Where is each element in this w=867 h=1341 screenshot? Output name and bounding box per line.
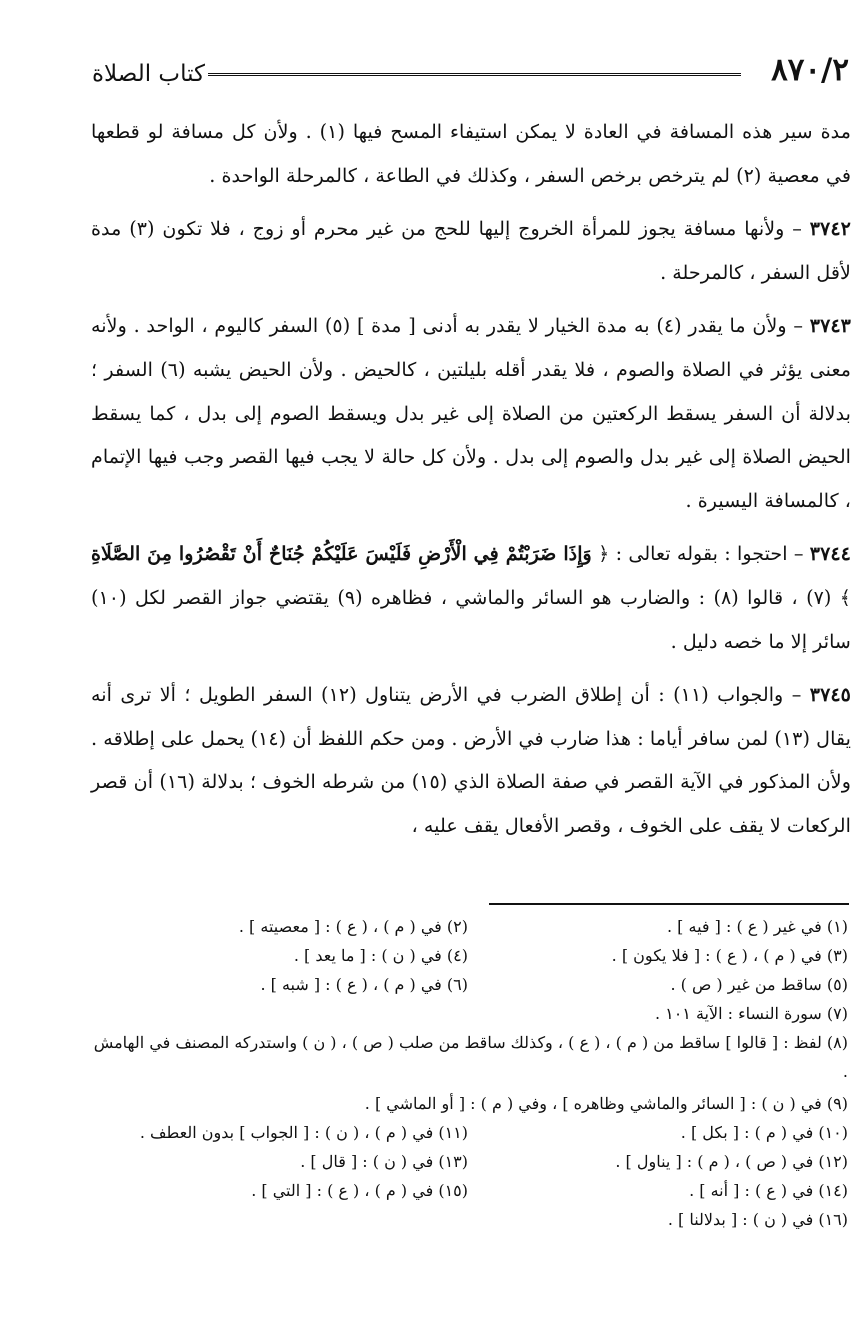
- footnote-15: (١٥) في ( م ) ، ( ع ) : [ التي ] .: [251, 1181, 468, 1200]
- paragraph-text: – ولأنها مسافة يجوز للمرأة الخروج إليها للحج من غير محرم أو زوج ، فلا تكون (٣) مدة لأقل السفر ، كالمرحلة .: [91, 217, 851, 284]
- paragraph-text: – والجواب (١١) : أن إطلاق الضرب في الأرض يتناول (١٢) السفر الطويل ؛ ألا ترى أنه يقال (١٣) لمن سافر أياما : هذا ضارب في الأرض . ومن حكم اللفظ أن (١٤) يحمل على إطلاقه . ولأن المذكور في الآية القصر في صفة الصلاة الذي (١٥) من شرطه الخوف ؛ بدلالة (١٦) أن قصر الركعات لا يقف على الخوف ، وقصر الأفعال يقف عليه ،: [91, 683, 852, 837]
- footnote-14: (١٤) في ( ع ) : [ أنه ] .: [689, 1181, 848, 1200]
- footnote-row: [88, 999, 848, 1028]
- footnote-6: (٦) في ( م ) ، ( ع ) : [ شبه ] .: [260, 975, 468, 994]
- footnote-row: [88, 941, 848, 970]
- footnote-13: (١٣) في ( ن ) : [ قال ] .: [300, 1152, 468, 1171]
- footnote-row: [88, 1205, 848, 1234]
- footnote-16: (١٦) في ( ن ) : [ بدلالنا ] .: [667, 1210, 848, 1229]
- page-number: ٨٧٠/٢: [771, 52, 849, 88]
- footnote-11: (١١) في ( م ) ، ( ن ) : [ الجواب ] بدون العطف .: [139, 1123, 468, 1142]
- footnote-row: [88, 912, 848, 941]
- paragraph-text-after: ﴾ (٧) ، قالوا (٨) : والضارب هو السائر والماشي ، فظاهره (٩) يقتضي جواز القصر لكل (١٠) سائر إلا ما خصه دليل .: [91, 585, 852, 653]
- paragraph-text: – ولأن ما يقدر (٤) به مدة الخيار لا يقدر به أدنى [ مدة ] (٥) السفر كاليوم ، الواحد . ولأنه معنى يؤثر في الصلاة والصوم ، فلا يقدر أقله بليلتين ، كالحيض . ولأن الحيض يشبه (٦) السفر ؛ بدلالة أن السفر يسقط الركعتين من الصلاة إلى غير بدل ويسقط الصوم إلى بدل ، كما يسقط الحيض الصلاة إلى غير بدل والصوم إلى بدل . ولأن كل حالة لا يجب فيها القصر وجب فيها الإتمام ، كالمسافة اليسيرة .: [91, 314, 851, 512]
- footnote-row: [88, 1028, 848, 1086]
- book-title: كتاب الصلاة: [92, 61, 205, 87]
- footnote-8: (٨) لفظ : [ قالوا ] ساقط من ( م ) ، ( ع ) ، وكذلك ساقط من صلب ( ص ) ، ( ن ) واستدركه المصنف في الهامش .: [93, 1033, 848, 1081]
- footnote-1: (١) في غير ( ع ) : [ فيه ] .: [667, 917, 848, 936]
- paragraph-number: ٣٧٤٢: [809, 217, 851, 241]
- footnote-row: [88, 1089, 848, 1118]
- footnote-row: [88, 1118, 848, 1147]
- paragraph-text: مدة سير هذه المسافة في العادة لا يمكن استيفاء المسح فيها (١) . ولأن كل مسافة لو قطعها في معصية (٢) لم يترخص برخص السفر ، وكذلك في الطاعة ، كالمرحلة الواحدة .: [91, 120, 851, 187]
- paragraph-number: ٣٧٤٣: [809, 314, 851, 338]
- footnote-9: (٩) في ( ن ) : [ السائر والماشي وظاهره ] ، وفي ( م ) : [ أو الماشي ] .: [364, 1094, 848, 1113]
- footnote-5: (٥) ساقط من غير ( ص ) .: [670, 975, 848, 994]
- paragraph-text-before: – احتجوا : بقوله تعالى : ﴿: [598, 542, 804, 566]
- footnote-row: [88, 1176, 848, 1205]
- main-text: [91, 110, 851, 858]
- paragraph-continuation: [91, 110, 851, 197]
- footnote-7: (٧) سورة النساء : الآية ١٠١ .: [654, 1004, 848, 1023]
- paragraph-3743: [91, 304, 851, 522]
- footnote-3: (٣) في ( م ) ، ( ع ) : [ فلا يكون ] .: [611, 946, 848, 965]
- paragraph-number: ٣٧٤٥: [809, 683, 851, 707]
- paragraph-3745: [91, 673, 851, 847]
- footnote-2: (٢) في ( م ) ، ( ع ) : [ معصيته ] .: [238, 917, 468, 936]
- quran-verse: وَإِذَا ضَرَبْتُمْ فِي الْأَرْضِ فَلَيْسَ عَلَيْكُمْ جُنَاحٌ أَنْ تَقْصُرُوا مِنَ الصَّلَاةِ: [91, 542, 592, 566]
- footnotes: [88, 912, 848, 1234]
- paragraph-number: ٣٧٤٤: [809, 542, 851, 566]
- footnote-10: (١٠) في ( م ) : [ بكل ] .: [680, 1123, 848, 1142]
- footnote-12: (١٢) في ( ص ) ، ( م ) : [ يناول ] .: [615, 1152, 848, 1171]
- header-rule: [208, 73, 741, 78]
- footnote-separator: [489, 903, 849, 905]
- paragraph-3742: [91, 207, 851, 294]
- paragraph-3744: [91, 532, 851, 663]
- footnote-row: [88, 1147, 848, 1176]
- footnote-4: (٤) في ( ن ) : [ ما يعد ] .: [293, 946, 468, 965]
- footnote-row: [88, 970, 848, 999]
- page-header: [92, 52, 849, 92]
